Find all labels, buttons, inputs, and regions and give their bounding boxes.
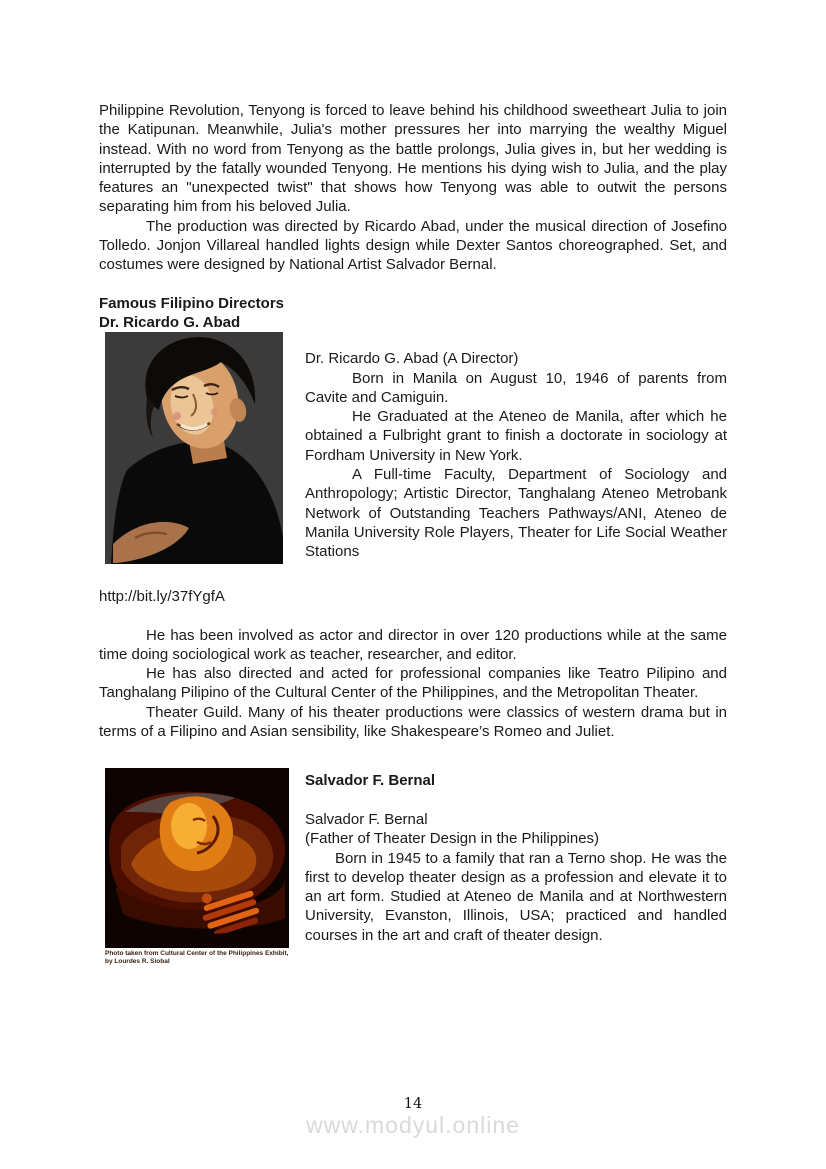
portrait-ricardo-abad-image (105, 332, 283, 564)
bernal-exhibit-image (105, 768, 289, 948)
abad-paragraph-3: A Full-time Faculty, Department of Sociology and Anthropology; Artistic Director, Tanghalang Ateneo Metrobank Network of Outstanding Teachers Pathways/ANI, Ateneo de Manila University Role Players, Theater for Life Social Weather Stations (305, 466, 727, 561)
bernal-paragraph-1: Born in 1945 to a family that ran a Terno shop. He was the first to develop theater design as a profession and elevate it to an art form. Studied at Ateneo de Manila and at Northwestern University, Evanston, Illinois, USA; practiced and handled courses in the art and craft of theater design. (305, 849, 727, 944)
bernal-name: Salvador F. Bernal (305, 810, 428, 828)
bernal-bio-column (305, 768, 727, 945)
abad-paragraph-5: He has also directed and acted for professional companies like Teatro Pilipino and Tanghalang Pilipino of the Cultural Center of the Philippines, and the Metropolitan Theater. (99, 665, 727, 702)
abad-paragraph-1: Born in Manila on August 10, 1946 of parents from Cavite and Camiguin. (305, 369, 727, 406)
intro-paragraph-2: The production was directed by Ricardo Abad, under the musical direction of Josefino Tolledo. Jonjon Villareal handled lights design while Dexter Santos choreographed. Set, and costumes were designed by National Artist Salvador Bernal. (99, 217, 727, 274)
section-heading-abad: Dr. Ricardo G. Abad (99, 313, 241, 331)
section-heading-directors: Famous Filipino Directors (99, 294, 285, 312)
page-content (99, 101, 727, 966)
source-link-line (99, 587, 727, 606)
bernal-subtitle: (Father of Theater Design in the Philippines) (305, 830, 600, 848)
bernal-photo-block (105, 768, 289, 966)
bernal-section (99, 768, 727, 966)
page-number: 14 (403, 1096, 423, 1112)
abad-title: Dr. Ricardo G. Abad (A Director) (305, 350, 519, 368)
bitly-link[interactable]: http://bit.ly/37fYgfA (99, 588, 225, 606)
section-heading-block (99, 294, 727, 333)
bernal-photo-caption: Photo taken from Cultural Center of the Philippines Exhibit, by Lourdes R. Siobal (105, 950, 289, 966)
abad-paragraph-6: Theater Guild. Many of his theater productions were classics of western drama but in terms of a Filipino and Asian sensibility, like Shakespeare’s Romeo and Juliet. (99, 703, 727, 741)
abad-portrait-photo (105, 332, 283, 564)
abad-section (99, 332, 727, 564)
abad-bio-column (305, 332, 727, 561)
intro-paragraph-1: Philippine Revolution, Tenyong is forced to leave behind his childhood sweetheart Julia to join the Katipunan. Meanwhile, Julia's mother pressures her into marrying the wealthy Miguel instead. With no word from Tenyong as the battle prolongs, Julia gives in, but her wedding is interrupted by the fatally wounded Tenyong. He mentions his dying wish to Julia, and the play features an "unexpected twist" that shows how Tenyong was able to outwit the persons separating him from his beloved Julia. (99, 102, 727, 216)
bernal-heading: Salvador F. Bernal (305, 772, 436, 790)
spacer (305, 791, 727, 810)
abad-paragraph-4: He has been involved as actor and director in over 120 productions while at the same time doing sociological work as teacher, researcher, and editor. (99, 626, 727, 663)
watermark: www.modyul.online (306, 1112, 520, 1138)
abad-paragraph-2: He Graduated at the Ateneo de Manila, after which he obtained a Fulbright grant to finish a doctorate in sociology at Fordham University in New York. (305, 408, 727, 464)
